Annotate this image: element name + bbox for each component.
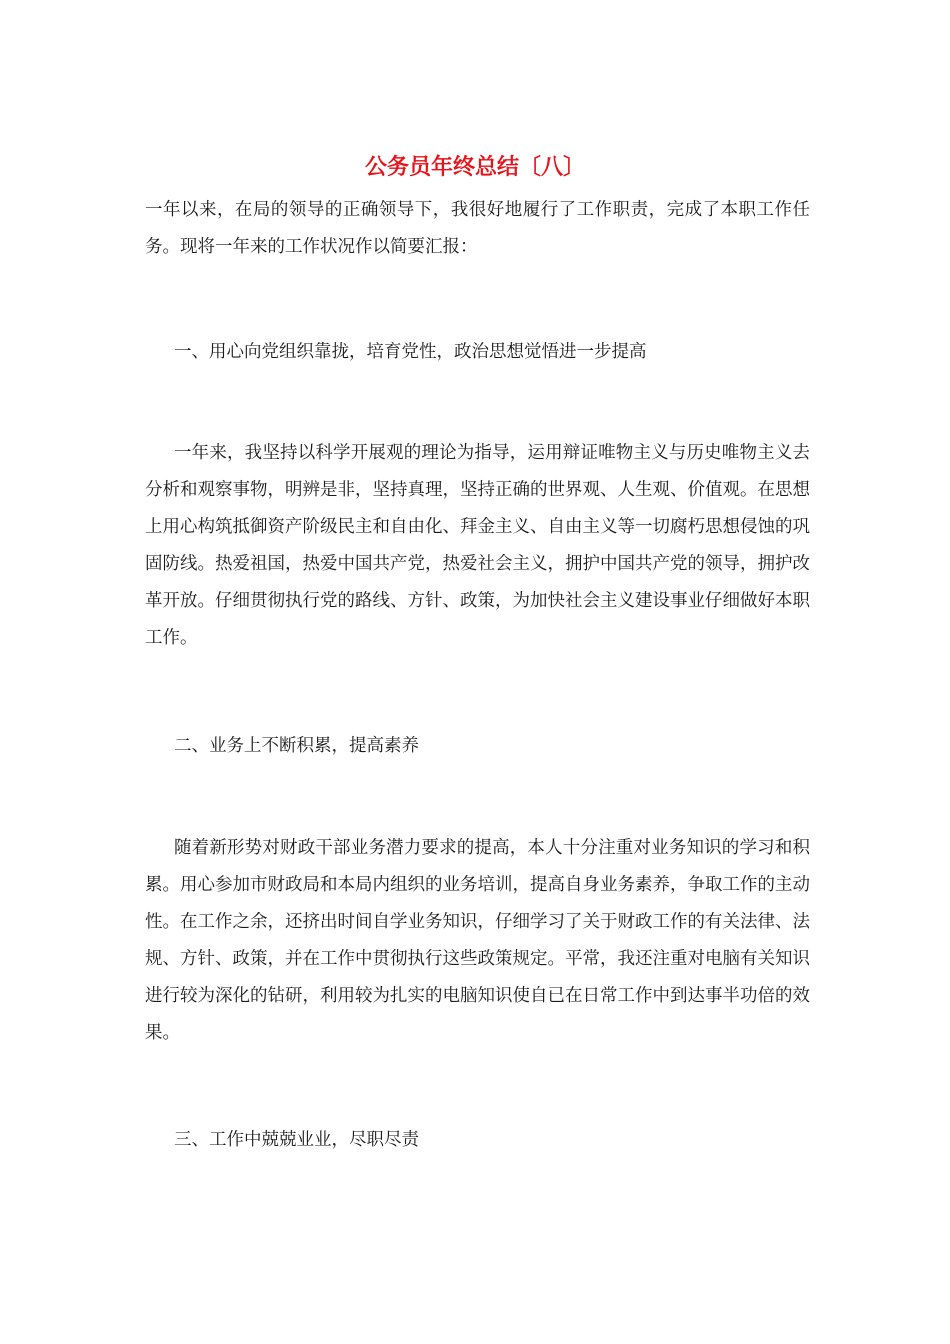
section-2-heading: 二、业务上不断积累，提高素养 (174, 736, 419, 756)
section-1-body: 一年来，我坚持以科学开展观的理论为指导，运用辩证唯物主义与历史唯物主义去分析和观察事物，明辨是非，坚持真理，坚持正确的世界观、人生观、价值观。在思想上用心构筑抵御资产阶级民主和自由化、拜金主义、自由主义等一切腐朽思想侵蚀的巩固防线。热爱祖国，热爱中国共产党，热爱社会主义，拥护中国共产党的领导，拥护改革开放。仔细贯彻执行党的路线、方针、政策，为加快社会主义建设事业仔细做好本职工作。 (145, 443, 810, 648)
section-1-heading: 一、用心向党组织靠拢，培育党性，政治思想觉悟进一步提高 (174, 342, 647, 362)
section-3-heading: 三、工作中兢兢业业，尽职尽责 (174, 1130, 419, 1150)
document-title: 公务员年终总结〔八〕 (364, 155, 585, 180)
intro-paragraph: 一年以来，在局的领导的正确领导下，我很好地履行了工作职责，完成了本职工作任务。现将一年来的工作状况作以简要汇报： (145, 200, 810, 257)
section-2-body: 随着新形势对财政干部业务潜力要求的提高，本人十分注重对业务知识的学习和积累。用心参加市财政局和本局内组织的业务培训，提高自身业务素养，争取工作的主动性。在工作之余，还挤出时间自学业务知识，仔细学习了关于财政工作的有关法律、法规、方针、政策，并在工作中贯彻执行这些政策规定。平常，我还注重对电脑有关知识进行较为深化的钻研，利用较为扎实的电脑知识使自已在日常工作中到达事半功倍的效果。 (145, 838, 810, 1043)
